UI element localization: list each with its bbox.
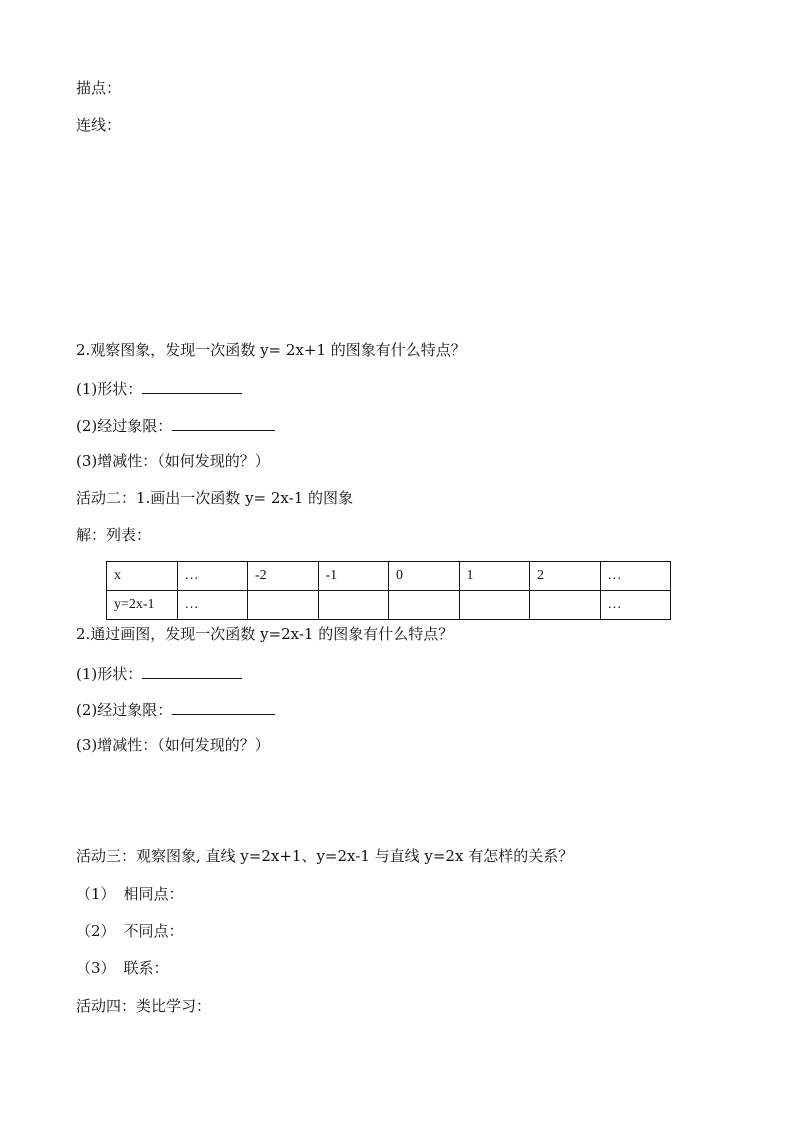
question-2-draw: 2.通过画图，发现一次函数 y=2x-1 的图象有什么特点？ — [76, 625, 454, 643]
differences-label: 不同点： — [123, 922, 184, 940]
item-number: （1） — [76, 885, 116, 903]
item-number: （3） — [76, 959, 116, 977]
connect-line-label: 连线： — [76, 116, 122, 134]
value-table — [106, 561, 671, 620]
quadrant-label-2: (2)经过象限： — [76, 701, 173, 719]
shape-blank-2[interactable] — [142, 662, 242, 679]
table-cell: … — [177, 562, 248, 591]
table-cell[interactable] — [530, 591, 601, 620]
connection-item — [76, 958, 169, 978]
shape-item-2 — [76, 662, 242, 684]
table-cell: 1 — [459, 562, 530, 591]
quadrant-item — [76, 414, 275, 436]
table-cell: 0 — [389, 562, 460, 591]
similarities-item — [76, 884, 184, 904]
quadrant-blank[interactable] — [172, 414, 275, 431]
table-cell[interactable] — [389, 591, 460, 620]
plot-points-label: 描点： — [76, 79, 122, 97]
table-row — [107, 591, 671, 620]
item-number: （2） — [76, 922, 116, 940]
table-cell[interactable] — [248, 591, 319, 620]
quadrant-label: (2)经过象限： — [76, 417, 173, 435]
differences-item — [76, 921, 184, 941]
activity-2-heading: 活动二：1.画出一次函数 y= 2x-1 的图象 — [76, 489, 354, 507]
shape-label-2: (1)形状： — [76, 665, 143, 683]
connection-label: 联系： — [123, 959, 169, 977]
table-cell[interactable] — [459, 591, 530, 620]
table-cell: 2 — [530, 562, 601, 591]
table-cell: x — [107, 562, 178, 591]
table-cell: … — [600, 562, 671, 591]
monotonicity-item-2: (3)增减性：（如何发现的？） — [76, 736, 270, 754]
activity-3-heading: 活动三：观察图象, 直线 y=2x+1、y=2x-1 与直线 y=2x 有怎样的关系？ — [76, 847, 574, 865]
monotonicity-item: (3)增减性：（如何发现的？） — [76, 452, 270, 470]
shape-label: (1)形状： — [76, 380, 143, 398]
table-cell: y=2x-1 — [107, 591, 178, 620]
table-cell[interactable] — [318, 591, 389, 620]
table-cell: -2 — [248, 562, 319, 591]
similarities-label: 相同点： — [123, 885, 184, 903]
table-cell: … — [600, 591, 671, 620]
shape-blank[interactable] — [142, 377, 242, 394]
quadrant-item-2 — [76, 698, 275, 720]
solution-table-label: 解：列表： — [76, 526, 152, 544]
activity-4-heading: 活动四：类比学习： — [76, 997, 212, 1015]
shape-item — [76, 377, 242, 399]
question-2-observe: 2.观察图象，发现一次函数 y= 2x+1 的图象有什么特点？ — [76, 341, 466, 359]
table-cell: -1 — [318, 562, 389, 591]
table-row — [107, 562, 671, 591]
table-cell: … — [177, 591, 248, 620]
quadrant-blank-2[interactable] — [172, 698, 275, 715]
